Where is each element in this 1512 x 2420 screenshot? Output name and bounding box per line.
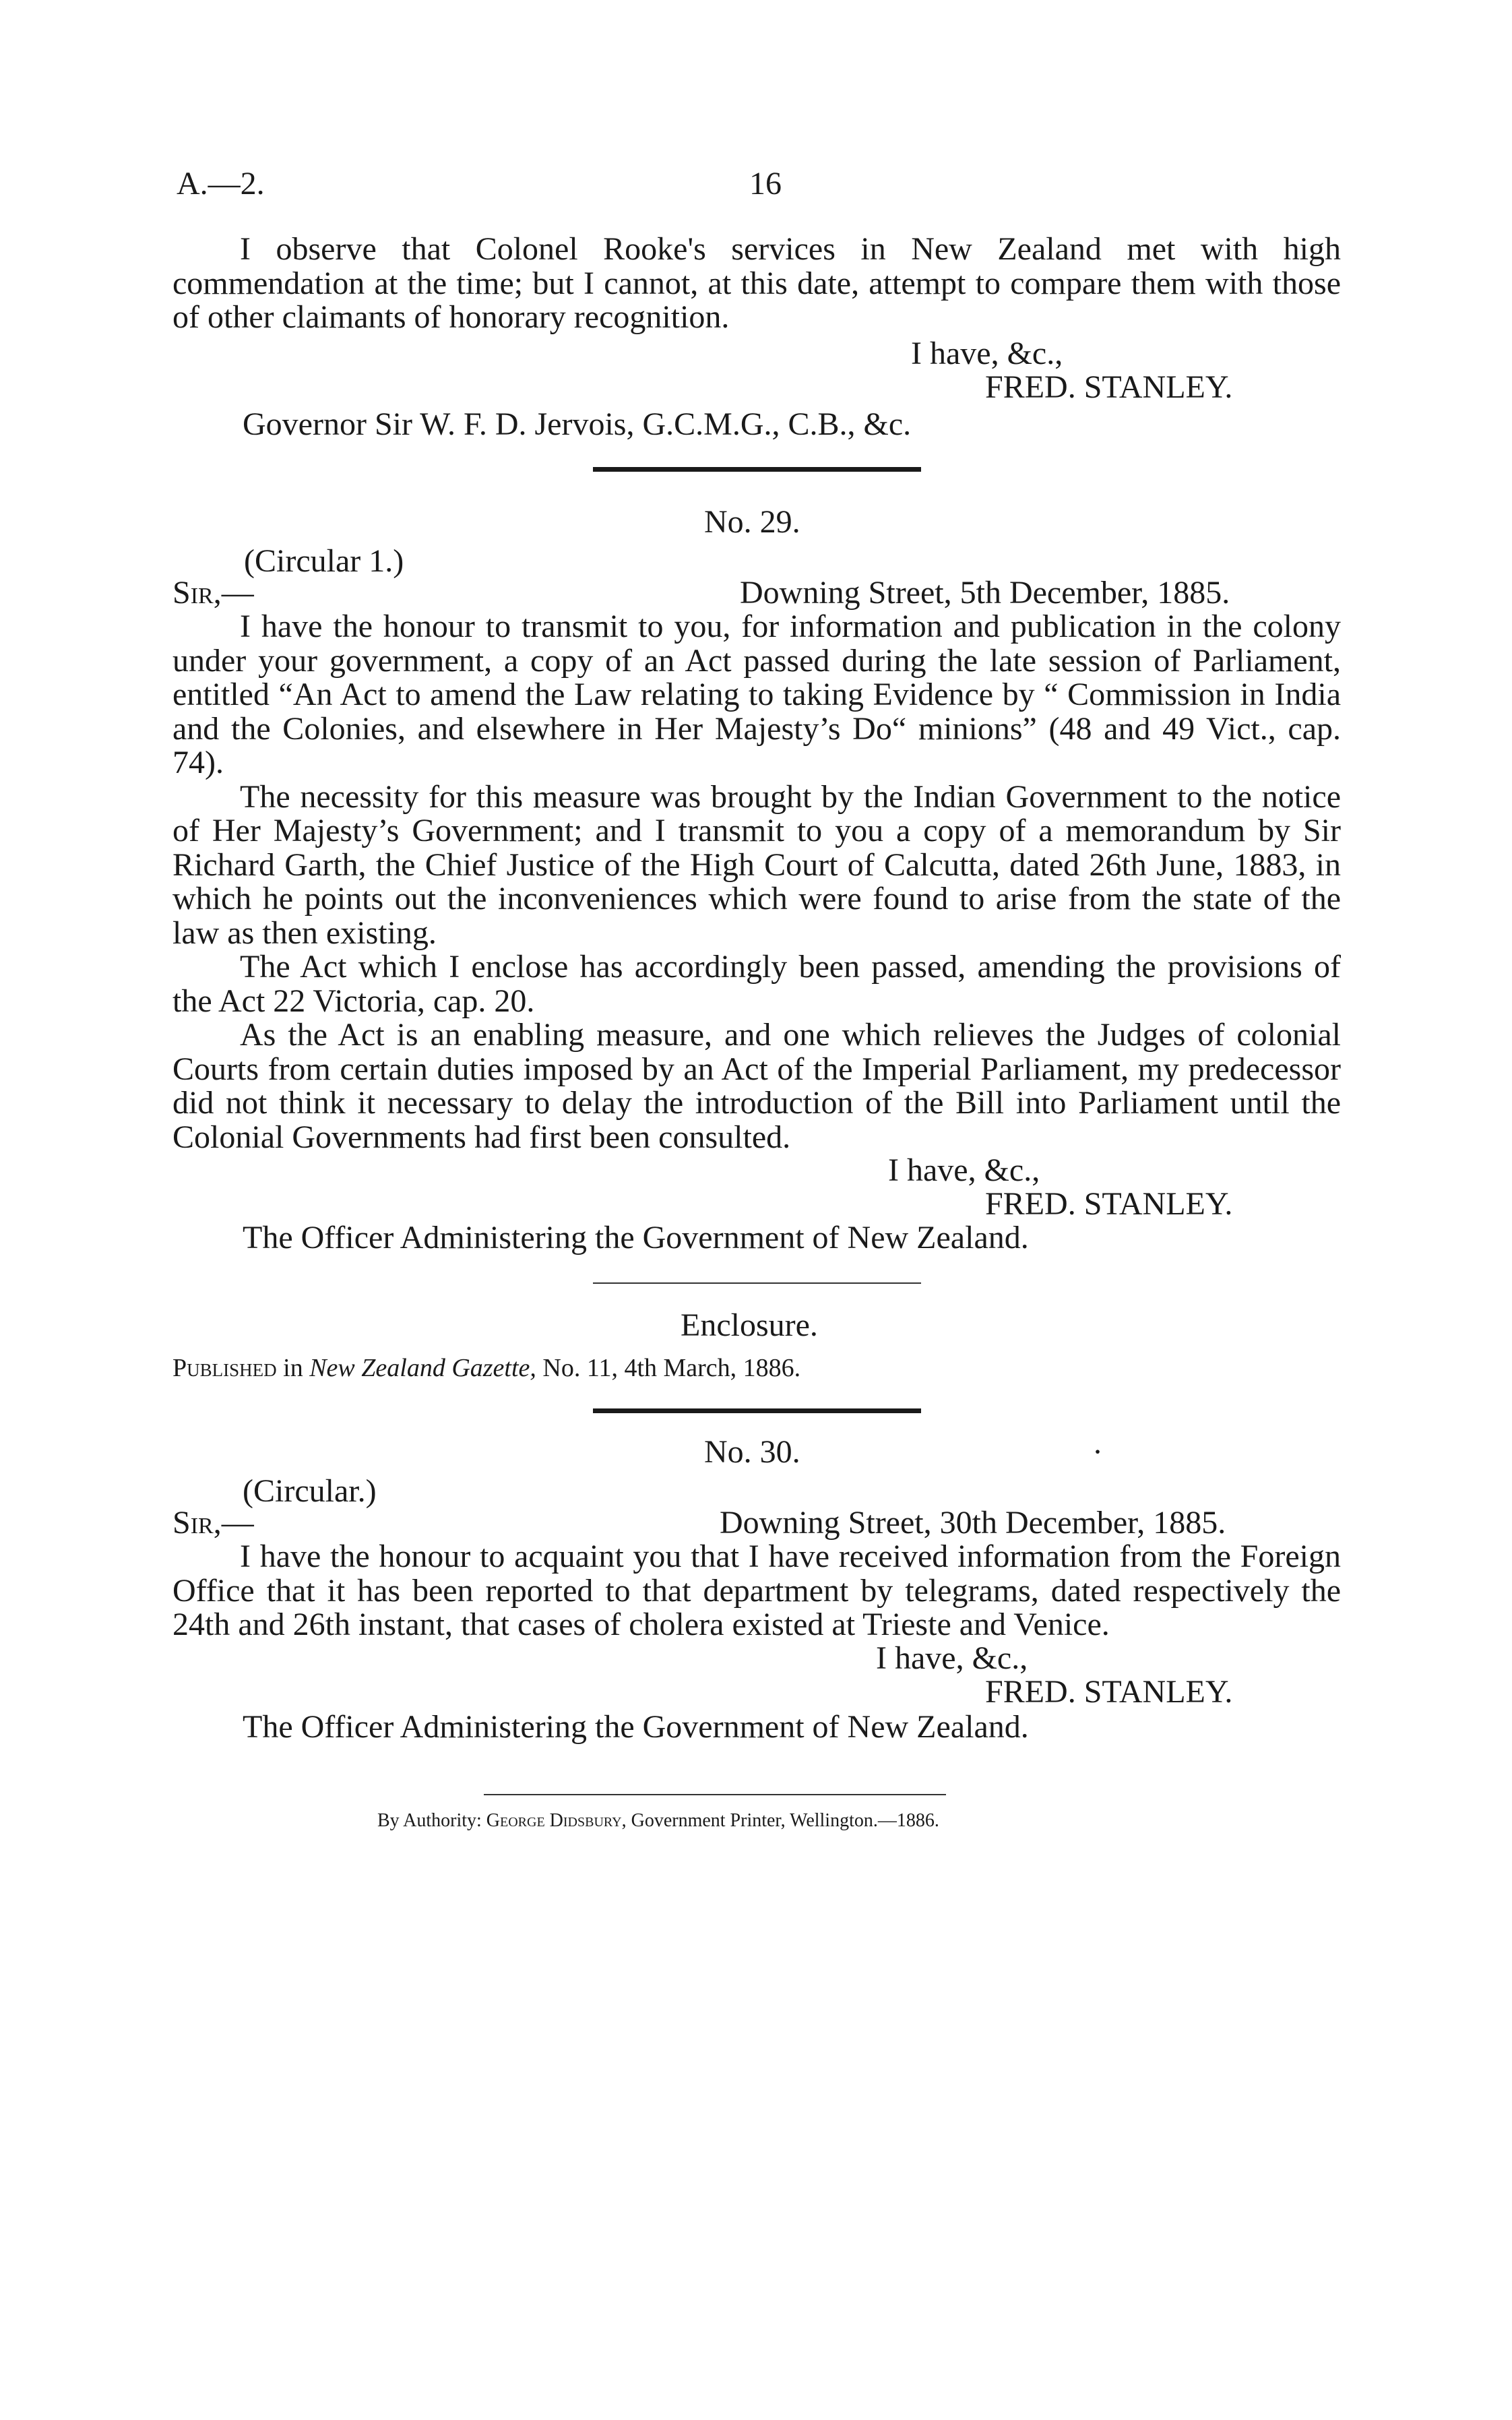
letter30-closing: I have, &c.,	[876, 1640, 1028, 1676]
opening-block	[172, 232, 1341, 335]
letter30-number: No. 30.	[704, 1434, 800, 1470]
doc-reference: A.—2.	[177, 166, 265, 201]
letter30-body	[172, 1540, 1341, 1642]
printer-details: Government Printer, Wellington.—1886.	[631, 1810, 939, 1831]
letter29-addressee: The Officer Administering the Government of New Zealand.	[243, 1220, 1029, 1255]
letter30-circular: (Circular.)	[243, 1473, 377, 1509]
letter30-paragraph: I have the honour to acquaint you that I have received information from the Foreign Office that it has been reported to that department by telegrams, dated respectively the 24th and 26th instant, that cases of cholera existed at Trieste and Venice.	[172, 1539, 1341, 1642]
letter30-salutation: Sir,—	[172, 1505, 254, 1541]
gazette-details: No. 11, 4th March, 1886.	[542, 1354, 801, 1382]
letter30-place-date: Downing Street, 30th December, 1885.	[720, 1505, 1226, 1541]
published-label: Published	[172, 1354, 277, 1382]
letter29-closing: I have, &c.,	[888, 1152, 1040, 1188]
letter29-body	[172, 610, 1341, 1154]
letter29-salutation: Sir,—	[172, 575, 254, 611]
opening-signature: FRED. STANLEY.	[985, 369, 1233, 405]
gazette-name: New Zealand Gazette,	[309, 1354, 536, 1382]
letter29-paragraph-1: I have the honour to transmit to you, for information and publication in the colony under your government, a copy of an Act passed during the late session of Parliament, entitled “An Act to amend the Law relating to taking Evidence by “ Commission in India and the Colonies, and elsewhere in Her Majesty’s Do“ minions” (48 and 49 Vict., cap. 74).	[172, 609, 1341, 780]
letter29-paragraph-3: The Act which I enclose has accordingly been passed, amending the provisions of the Act 22 Victoria, cap. 20.	[172, 949, 1341, 1019]
enclosure-divider	[593, 1282, 921, 1284]
letter30-signature: FRED. STANLEY.	[985, 1674, 1233, 1710]
letter29-paragraph-4: As the Act is an enabling measure, and one which relieves the Judges of colonial Courts from certain duties imposed by an Act of the Imperial Parliament, my predecessor did not think it necessary to delay the introduction of the Bill into Parliament until the Colonial Governments had first been consulted.	[172, 1017, 1341, 1155]
printer-imprint	[377, 1810, 939, 1832]
page-number: 16	[749, 166, 782, 201]
enclosure-published-line	[172, 1351, 800, 1385]
published-in: in	[283, 1354, 303, 1382]
letter30-addressee: The Officer Administering the Government of New Zealand.	[243, 1709, 1029, 1745]
section-divider	[593, 467, 921, 472]
letter29-paragraph-2: The necessity for this measure was brought by the Indian Government to the notice of Her Majesty’s Government; and I transmit to you a copy of a memorandum by Sir Richard Garth, the Chief Justice of the High Court of Calcutta, dated 26th June, 1883, in which he points out the inconveniences which were found to arise from the state of the law as then existing.	[172, 778, 1341, 951]
letter29-circular: (Circular 1.)	[244, 543, 404, 579]
opening-addressee: Governor Sir W. F. D. Jervois, G.C.M.G., C.B., &c.	[243, 406, 912, 442]
section-divider-2	[593, 1408, 921, 1413]
opening-paragraph: I observe that Colonel Rooke's services in New Zealand met with high commendation at the time; but I cannot, at this date, attempt to compare them with those of other claimants of honorary recognition.	[172, 231, 1341, 335]
by-authority: By Authority:	[377, 1810, 482, 1831]
stray-mark: ·	[1092, 1434, 1103, 1470]
printer-name: George Didsbury,	[486, 1810, 627, 1831]
enclosure-heading: Enclosure.	[681, 1307, 818, 1343]
letter29-signature: FRED. STANLEY.	[985, 1186, 1233, 1222]
letter29-number: No. 29.	[704, 504, 800, 540]
footer-rule	[484, 1794, 946, 1795]
opening-closing: I have, &c.,	[911, 336, 1063, 371]
letter29-place-date: Downing Street, 5th December, 1885.	[740, 575, 1230, 611]
